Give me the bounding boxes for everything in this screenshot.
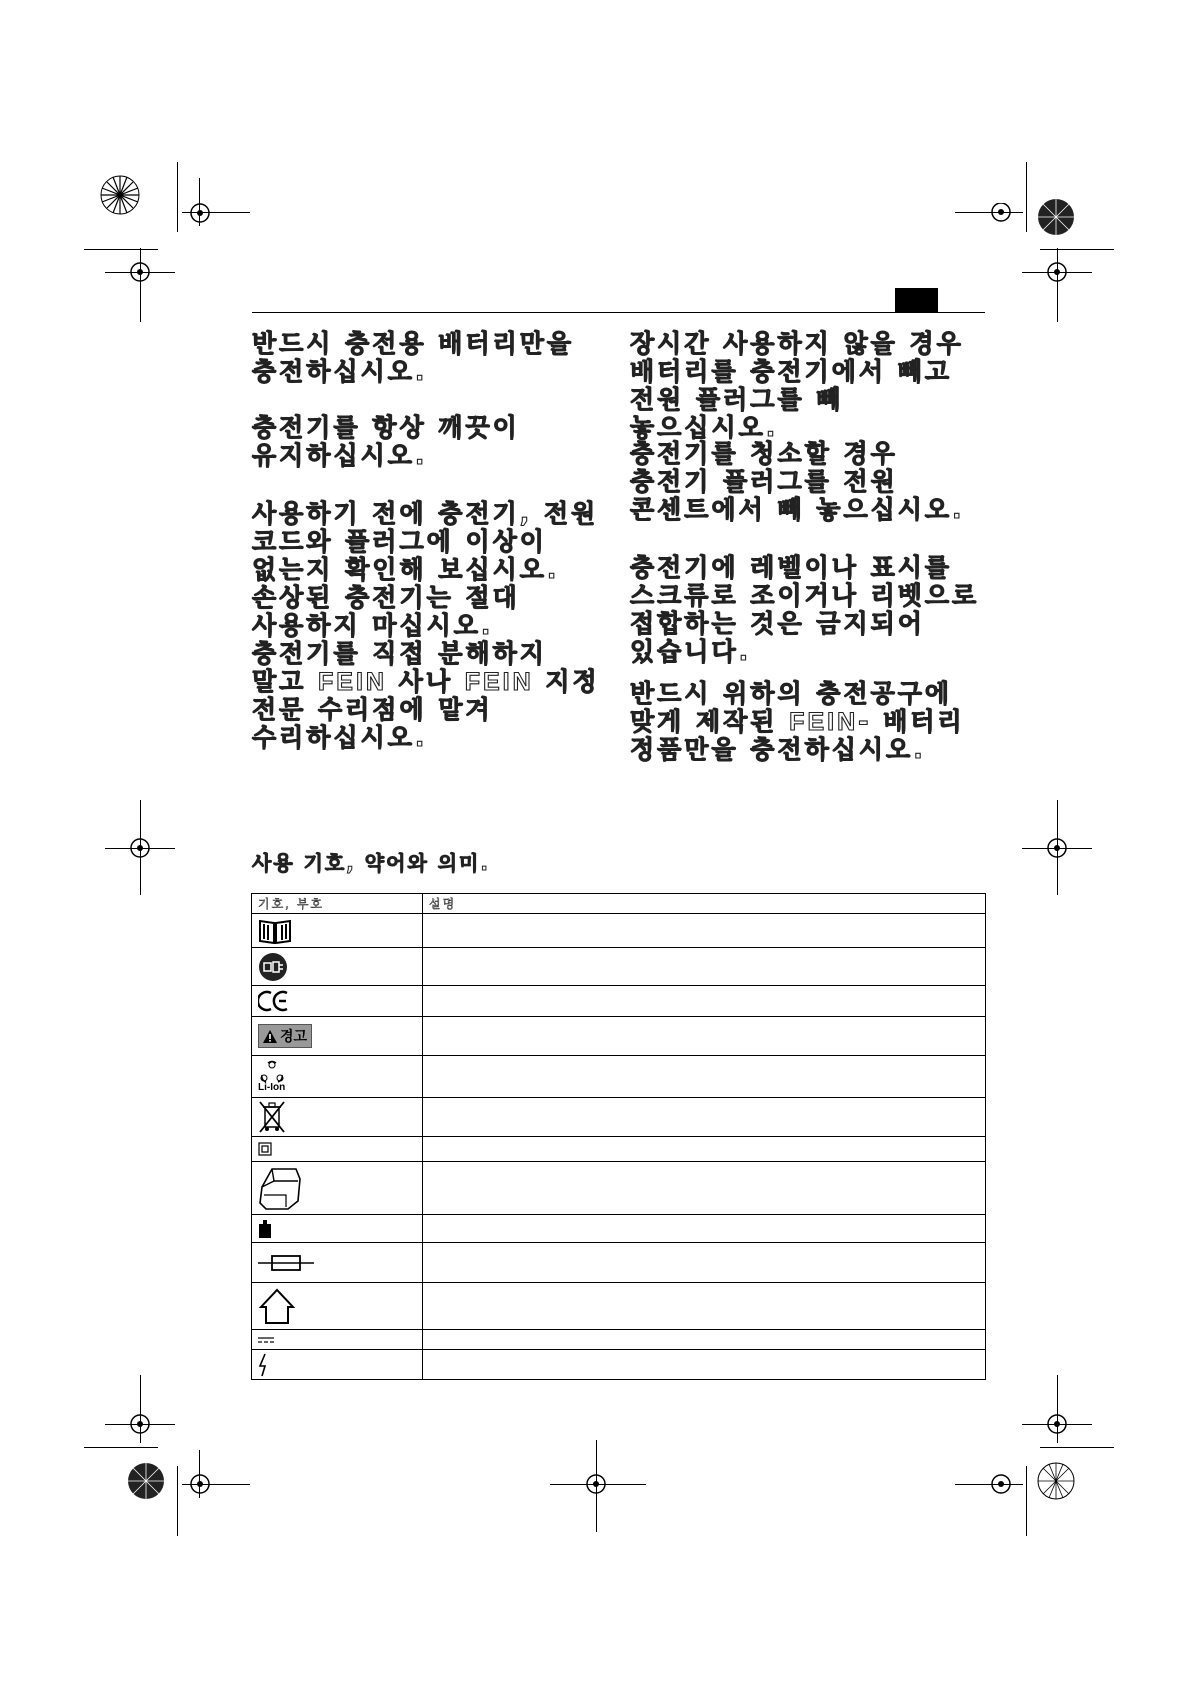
description-cell (423, 1137, 986, 1162)
registration-crosshair-icon (582, 1470, 622, 1510)
registration-starburst-icon (1036, 197, 1076, 237)
battery-charger-icon (258, 1165, 302, 1211)
recycle-icon (258, 1060, 286, 1084)
table-row (252, 1243, 986, 1283)
recycle-label: Li-Ion (258, 1082, 286, 1093)
description-cell (423, 1350, 986, 1380)
symbols-table (251, 893, 986, 1380)
description-cell (423, 1330, 986, 1350)
language-tab (895, 288, 938, 312)
brand-name: FEIN (789, 708, 859, 736)
brand-name: FEIN (318, 668, 387, 696)
table-row (252, 1098, 986, 1137)
table-row (252, 1162, 986, 1215)
description-cell (423, 1017, 986, 1056)
registration-crosshair-icon (987, 1470, 1027, 1510)
table-row (252, 1017, 986, 1056)
column-header-symbol: 기호, 부호 (252, 894, 423, 914)
description-cell (423, 1056, 986, 1098)
protection-class-icon (258, 1142, 272, 1156)
lightning-icon (258, 1353, 270, 1377)
direct-current-icon (258, 1336, 274, 1344)
weight-icon (258, 1219, 272, 1239)
crossed-bin-icon (258, 1100, 286, 1134)
description-cell (423, 1215, 986, 1243)
registration-crosshair-icon (126, 1410, 166, 1450)
registration-starburst-icon (1036, 1461, 1076, 1501)
table-row (252, 1330, 986, 1350)
header-rule (252, 312, 985, 313)
description-cell (423, 914, 986, 948)
table-row (252, 948, 986, 986)
instruction-paragraph: 반드시 충전용 배터리만을 충전하십시오. (252, 329, 575, 386)
instruction-paragraph: 충전기에 레벨이나 표시를 스크류로 조이거나 리벳으로 접합하는 것은 금지되어 있습니다. (630, 553, 980, 666)
registration-crosshair-icon (186, 1470, 226, 1510)
registration-starburst-icon (80, 155, 160, 235)
registration-crosshair-icon (182, 195, 238, 251)
description-cell (423, 1243, 986, 1283)
description-cell (423, 986, 986, 1017)
table-row (252, 986, 986, 1017)
brand-name: FEIN (464, 668, 534, 696)
registration-crosshair-icon (1043, 834, 1083, 874)
indoor-use-icon (258, 1287, 296, 1325)
registration-starburst-icon (126, 1461, 166, 1501)
warning-icon (258, 1024, 312, 1048)
description-cell (423, 1283, 986, 1330)
registration-crosshair-icon (126, 834, 166, 874)
description-cell (423, 1098, 986, 1137)
registration-crosshair-icon (987, 203, 1027, 243)
column-header-description: 설명 (423, 894, 986, 914)
instruction-paragraph: 충전기를 항상 깨끗이 유지하십시오. (252, 413, 520, 470)
description-cell (423, 1162, 986, 1215)
table-row (252, 1137, 986, 1162)
table-header-row (252, 894, 986, 914)
registration-crosshair-icon (1043, 1410, 1083, 1450)
table-row (252, 1215, 986, 1243)
table-row (252, 1283, 986, 1330)
instruction-paragraph: 사용하기 전에 충전기, 전원 코드와 플러그에 이상이 없는지 확인해 보십시오. 손상된 충전기는 절대 사용하지 마십시오. 충전기를 직접 분해하지 말고 FEIN 사나 FEIN 지정 전문 수리점에 맡겨 수리하십시오. (252, 499, 600, 752)
warning-triangle-icon (263, 1030, 277, 1043)
instruction-paragraph: 반드시 위하의 충전공구에 맞게 제작된 FEIN- 배터리 정품만을 충전하십시오. (630, 679, 965, 764)
registration-crosshair-icon (126, 258, 166, 298)
unplug-icon (258, 952, 288, 982)
manual-book-icon (258, 918, 292, 944)
table-row (252, 1350, 986, 1380)
ce-mark-icon (258, 990, 290, 1012)
table-row (252, 1056, 986, 1098)
table-row (252, 914, 986, 948)
fuse-icon (258, 1253, 314, 1273)
instruction-paragraph: 장시간 사용하지 않을 경우 배터리를 충전기에서 빼고 전원 플러그를 빼 놓으십시오. (630, 329, 964, 442)
registration-crosshair-icon (1043, 258, 1083, 298)
instruction-paragraph: 충전기를 청소할 경우 충전기 플러그를 전원 콘센트에서 빼 놓으십시오. (630, 439, 965, 524)
description-cell (423, 948, 986, 986)
warning-label: 경고 (280, 1029, 308, 1045)
section-title: 사용 기호, 약어와 의미. (252, 851, 490, 875)
